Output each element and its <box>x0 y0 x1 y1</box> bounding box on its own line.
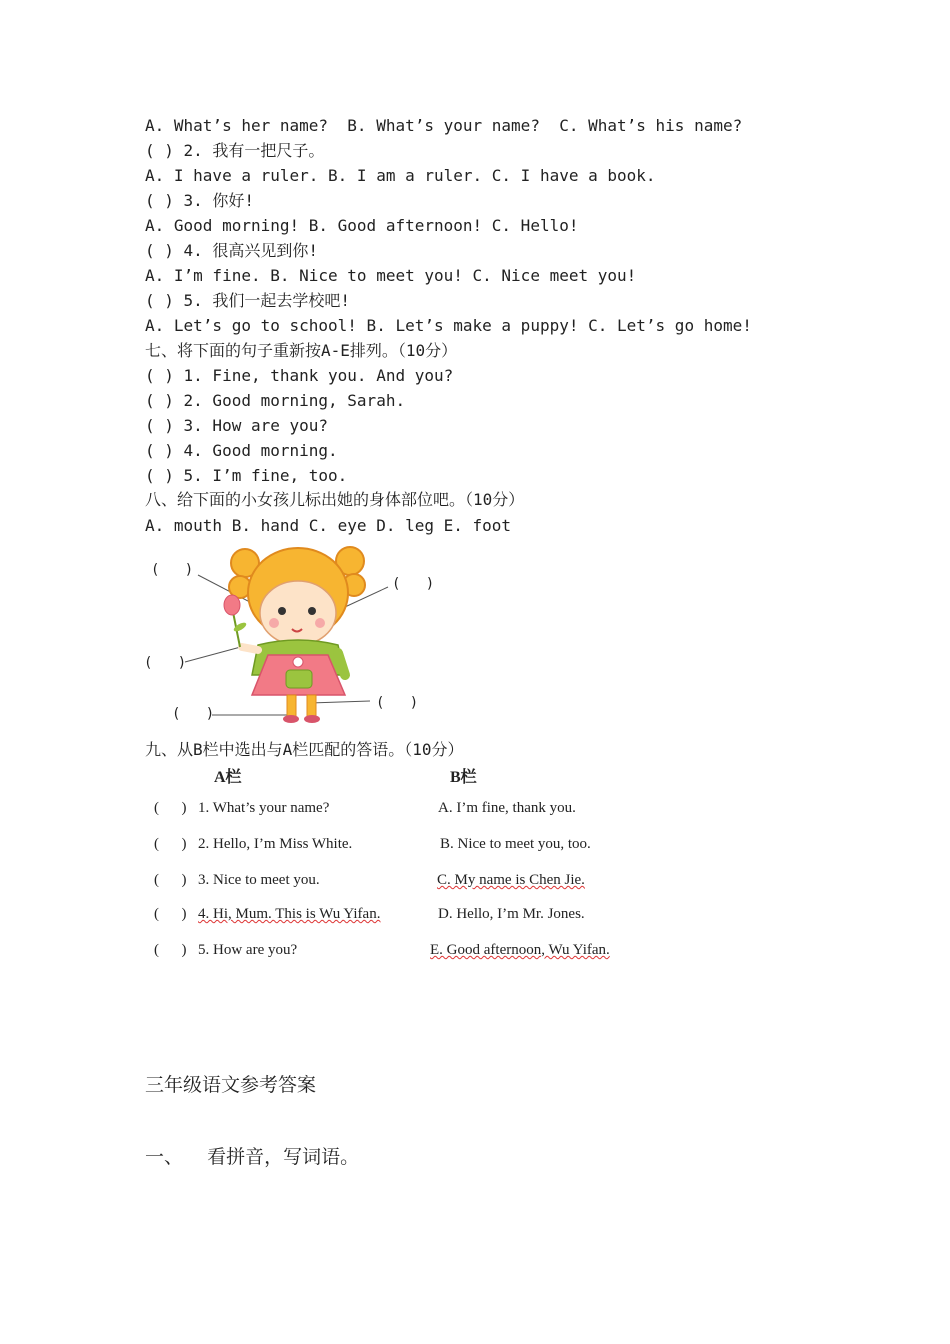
q7-item: ( ) 3. How are you? <box>145 416 329 435</box>
match-a-item: 4. Hi, Mum. This is Wu Yifan. <box>198 906 381 922</box>
match-paren: ( ) <box>154 836 187 852</box>
answers-section-1: 一、 看拼音，写词语。 <box>145 1146 360 1168</box>
match-b-item: E. Good afternoon, Wu Yifan. <box>430 942 610 958</box>
blank-paren-2: ( ) <box>392 576 435 592</box>
q6-2-question: ( ) 2. 我有一把尺子。 <box>145 141 325 160</box>
q7-title: 七、将下面的句子重新按A-E排列。（10分） <box>145 341 458 360</box>
girl-illustration <box>140 535 440 730</box>
match-paren: ( ) <box>154 942 187 958</box>
q6-3-options: A. Good morning! B. Good afternoon! C. Hello! <box>145 216 579 235</box>
blank-paren-5: ( ) <box>376 695 419 711</box>
q9-title: 九、从B栏中选出与A栏匹配的答语。（10分） <box>145 740 464 759</box>
match-b-item: D. Hello, I’m Mr. Jones. <box>438 906 585 922</box>
match-b-item: A. I’m fine, thank you. <box>438 800 576 816</box>
match-paren: ( ) <box>154 872 187 888</box>
blank-paren-3: ( ) <box>144 655 187 671</box>
match-a-item: 2. Hello, I’m Miss White. <box>198 836 353 852</box>
q8-title: 八、给下面的小女孩儿标出她的身体部位吧。（10分） <box>145 490 525 509</box>
q8-options: A. mouth B. hand C. eye D. leg E. foot <box>145 516 512 535</box>
q7-item: ( ) 4. Good morning. <box>145 441 338 460</box>
match-b-item: C. My name is Chen Jie. <box>437 872 585 888</box>
answers-title: 三年级语文参考答案 <box>145 1074 317 1096</box>
q6-3-question: ( ) 3. 你好! <box>145 191 255 210</box>
match-a-item: 5. How are you? <box>198 942 298 958</box>
q6-2-options: A. I have a ruler. B. I am a ruler. C. I have a book. <box>145 166 656 185</box>
q6-4-question: ( ) 4. 很高兴见到你! <box>145 241 319 260</box>
blank-paren-1: ( ) <box>151 562 194 578</box>
blank-paren-4: ( ) <box>172 706 215 722</box>
match-a-item: 3. Nice to meet you. <box>198 872 320 888</box>
column-b-header: B栏 <box>450 769 477 786</box>
q7-item: ( ) 5. I’m fine, too. <box>145 466 348 485</box>
match-b-item: B. Nice to meet you, too. <box>440 836 591 852</box>
q6-1-options: A. What’s her name? B. What’s your name? C. What’s his name? <box>145 116 743 135</box>
q6-4-options: A. I’m fine. B. Nice to meet you! C. Nice meet you! <box>145 266 637 285</box>
q7-item: ( ) 1. Fine, thank you. And you? <box>145 366 454 385</box>
q7-item: ( ) 2. Good morning, Sarah. <box>145 391 406 410</box>
match-paren: ( ) <box>154 906 187 922</box>
column-a-header: A栏 <box>214 769 242 786</box>
q6-5-options: A. Let’s go to school! B. Let’s make a puppy! C. Let’s go home! <box>145 316 752 335</box>
match-a-item: 1. What’s your name? <box>198 800 330 816</box>
match-paren: ( ) <box>154 800 187 816</box>
q6-5-question: ( ) 5. 我们一起去学校吧! <box>145 291 351 310</box>
